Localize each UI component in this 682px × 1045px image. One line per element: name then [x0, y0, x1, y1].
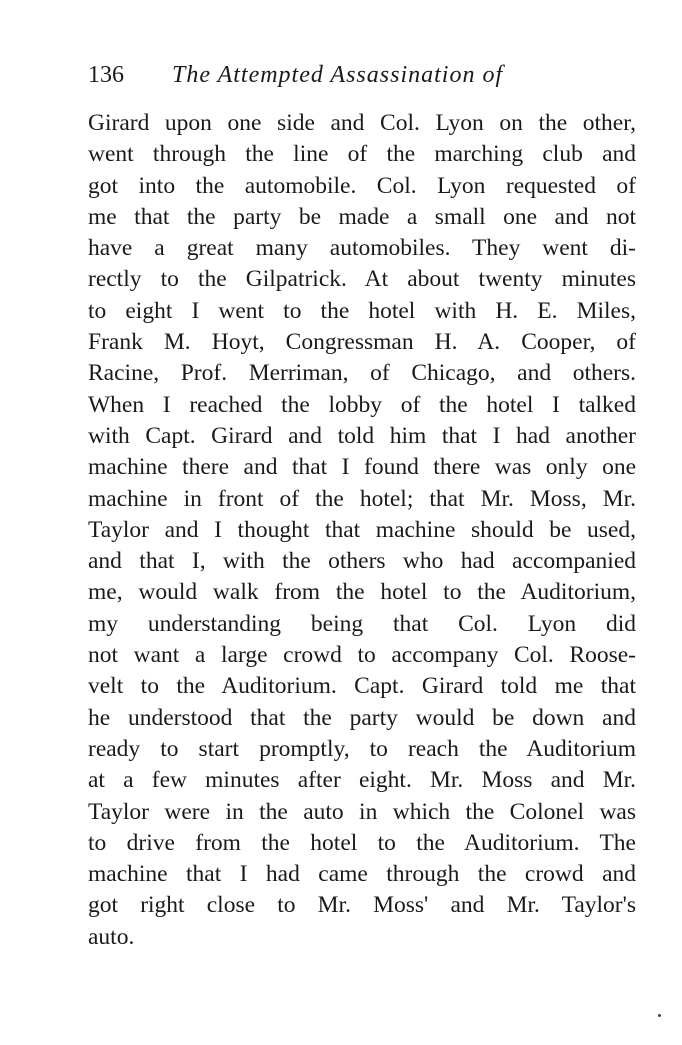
text-line: Frank M. Hoyt, Congressman H. A. Cooper, of — [88, 329, 636, 356]
text-line: and that I, with the others who had accompanied — [88, 548, 636, 575]
text-line: not want a large crowd to accompany Col. Roose- — [88, 642, 636, 669]
text-line: at a few minutes after eight. Mr. Moss and Mr. — [88, 767, 636, 794]
text-line: got right close to Mr. Moss' and Mr. Taylor's — [88, 892, 636, 919]
page-number: 136 — [88, 62, 124, 88]
text-line: me, would walk from the hotel to the Auditorium, — [88, 579, 636, 606]
text-line: When I reached the lobby of the hotel I talked — [88, 391, 636, 418]
text-line: ready to start promptly, to reach the Auditorium — [88, 735, 636, 762]
text-line: machine in front of the hotel; that Mr. Moss, Mr. — [88, 485, 636, 512]
text-line: me that the party be made a small one and not — [88, 203, 636, 230]
text-line: to drive from the hotel to the Auditorium. The — [88, 829, 636, 856]
text-line: have a great many automobiles. They went di- — [88, 235, 636, 262]
text-line: to eight I went to the hotel with H. E. Miles, — [88, 297, 636, 324]
body-text — [88, 108, 636, 953]
text-line: machine there and that I found there was only one — [88, 454, 636, 481]
running-head — [88, 58, 648, 92]
scan-speck — [658, 1014, 661, 1017]
text-line: he understood that the party would be down and — [88, 704, 636, 731]
text-line: my understanding being that Col. Lyon did — [88, 610, 636, 637]
text-line: went through the line of the marching club and — [88, 141, 636, 168]
text-line-last: auto. — [88, 923, 135, 950]
text-line: Girard upon one side and Col. Lyon on the other, — [88, 110, 636, 136]
text-line: with Capt. Girard and told him that I had another — [88, 422, 636, 449]
text-line: velt to the Auditorium. Capt. Girard told me that — [88, 673, 636, 700]
text-line: Taylor and I thought that machine should be used, — [88, 516, 636, 543]
text-line: Racine, Prof. Merriman, of Chicago, and others. — [88, 360, 636, 387]
text-line: machine that I had came through the crowd and — [88, 861, 636, 888]
running-title: The Attempted Assassination of — [172, 62, 504, 88]
text-line: got into the automobile. Col. Lyon requested of — [88, 172, 636, 199]
text-line: Taylor were in the auto in which the Colonel was — [88, 798, 636, 825]
text-line: rectly to the Gilpatrick. At about twenty minutes — [88, 266, 636, 293]
